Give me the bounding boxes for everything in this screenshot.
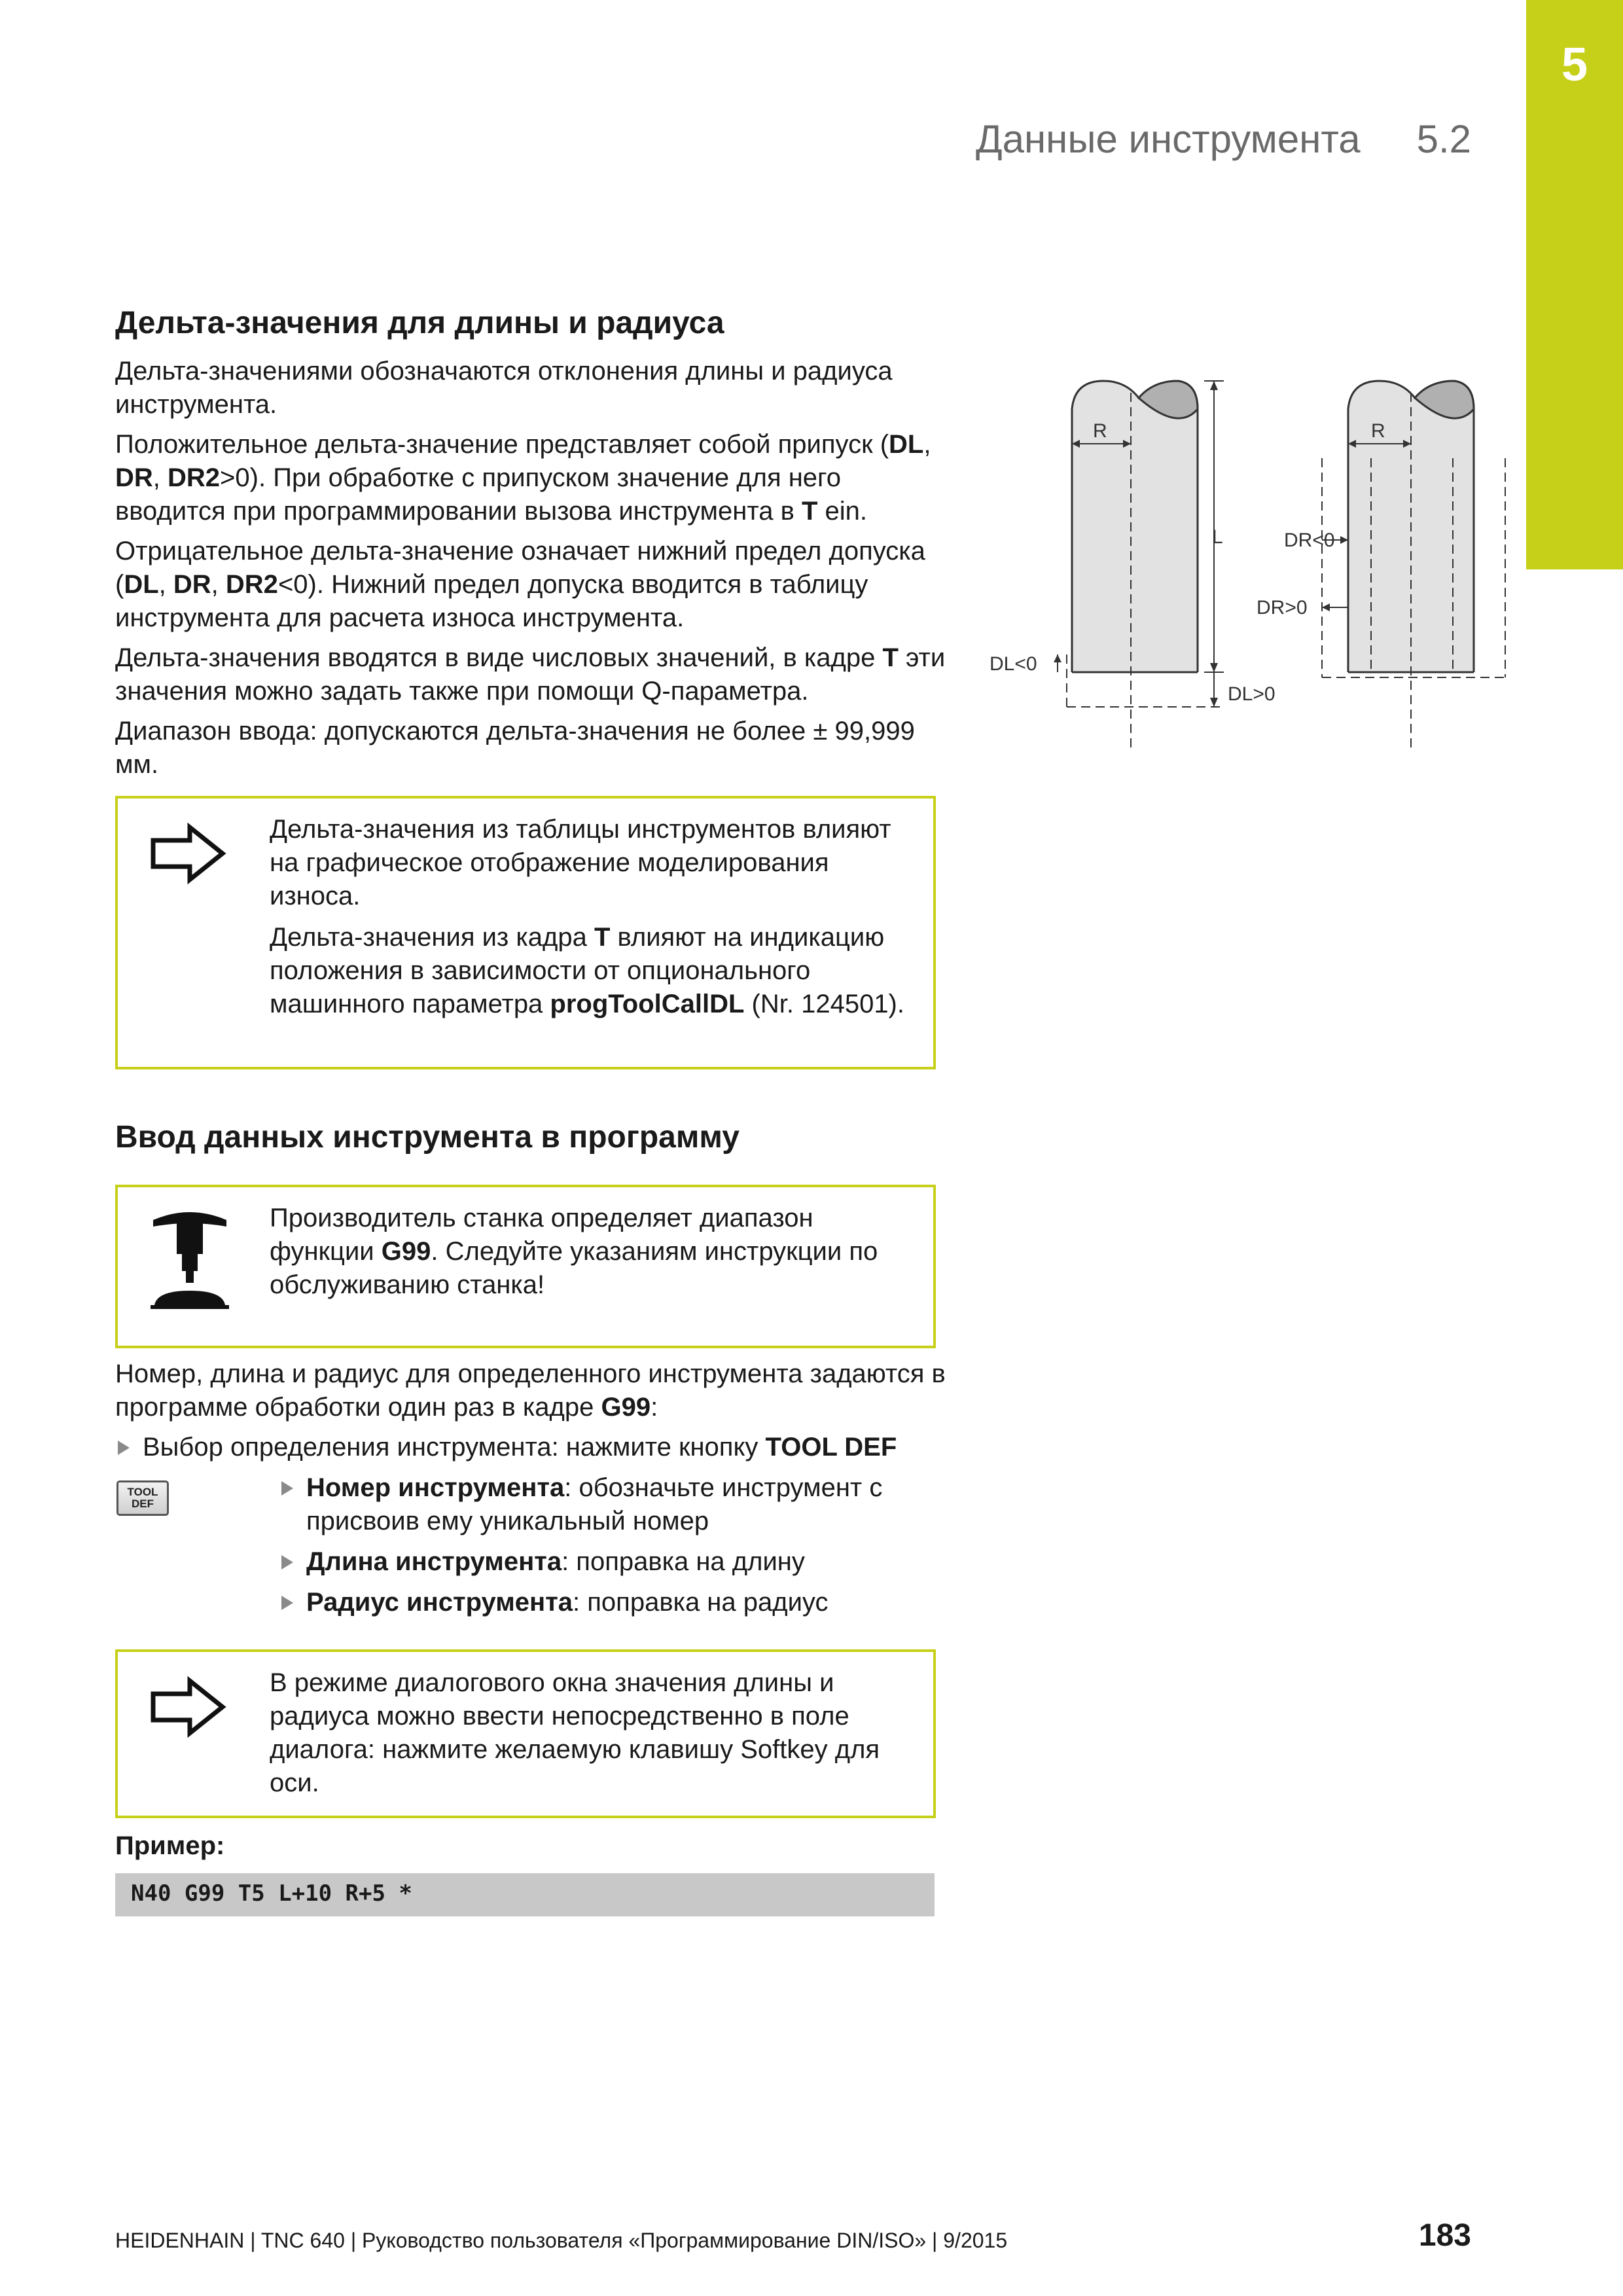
input-paragraph: Номер, длина и радиус для определенного инструмента задаются в программе обработки один раз в кадре G99: xyxy=(115,1359,946,1422)
tool-def-key[interactable]: TOOL DEF xyxy=(116,1480,169,1516)
delta-paragraph-2: Положительное дельта-значение представляет собой припуск (DL, DR, DR2>0). При обработке с припуском значение для него вводится при программировании вызова инструмента в T ein. xyxy=(115,430,931,526)
running-header-title: Данные инструмента xyxy=(976,117,1361,161)
note-delta-text xyxy=(270,813,918,1029)
example-label: Пример: xyxy=(115,1831,225,1860)
note-box-delta xyxy=(115,796,936,1069)
sub-step-tool-length: Длина инструмента: поправка на длину xyxy=(281,1545,805,1579)
delta-paragraph-1: Дельта-значениями обозначаются отклонения длины и радиуса инструмента. xyxy=(115,357,893,419)
figure-label-r-right: R xyxy=(1371,420,1385,442)
sub-step-tool-number-cont: присвоив ему уникальный номер xyxy=(306,1507,709,1535)
page-footer: HEIDENHAIN | TNC 640 | Руководство пользователя «Программирование DIN/ISO» | 9/2015 xyxy=(115,2229,1008,2252)
section-heading-delta: Дельта-значения для длины и радиуса xyxy=(115,306,724,340)
note-delta-line-2: Дельта-значения из кадра T влияют на индикацию положения в зависимости от опционального машинного параметра progToolCallDL (Nr. 124501). xyxy=(270,923,904,1018)
figure-label-dl-neg: DL<0 xyxy=(990,653,1037,675)
step-select-tool-def: Выбор определения инструмента: нажмите кнопку TOOL DEF xyxy=(118,1431,897,1464)
chapter-number: 5 xyxy=(1561,39,1588,91)
note-box-machine xyxy=(115,1185,936,1348)
figure-label-r-left: R xyxy=(1093,420,1107,442)
delta-paragraph-3: Отрицательное дельта-значение означает нижний предел допуска (DL, DR, DR2<0). Нижний предел допуска вводится в таблицу инструмента для расчета износа инструмента. xyxy=(115,537,925,632)
page-number: 183 xyxy=(1418,2218,1471,2253)
bullet-triangle-icon xyxy=(281,1596,293,1610)
machine-spindle-icon xyxy=(151,1207,229,1318)
running-header xyxy=(976,117,1471,162)
bullet-triangle-icon xyxy=(281,1481,293,1496)
figure-label-l: L xyxy=(1212,526,1223,548)
sub-step-tool-number: Номер инструмента: обозначьте инструмент с xyxy=(281,1471,882,1505)
bullet-triangle-icon xyxy=(118,1441,130,1455)
delta-paragraph-5: Диапазон ввода: допускаются дельта-значения не более ± 99,999 мм. xyxy=(115,717,915,779)
delta-paragraphs xyxy=(115,355,946,781)
delta-paragraph-4: Дельта-значения вводятся в виде числовых значений, в кадре T эти значения можно задать также при помощи Q-параметра. xyxy=(115,643,946,706)
running-header-section: 5.2 xyxy=(1416,117,1471,161)
sub-step-tool-radius: Радиус инструмента: поправка на радиус xyxy=(281,1586,828,1619)
figure-label-dr-neg: DR<0 xyxy=(1284,529,1335,551)
figure-label-dl-pos: DL>0 xyxy=(1228,683,1275,705)
note-machine-text: Производитель станка определяет диапазон функции G99. Следуйте указаниям инструкции по обслуживанию станка! xyxy=(270,1204,878,1299)
figure-label-dr-pos: DR>0 xyxy=(1257,597,1308,619)
arrow-right-icon xyxy=(148,822,229,885)
note-delta-line-1: Дельта-значения из таблицы инструментов влияют на графическое отображение моделирования износа. xyxy=(270,815,891,910)
bullet-triangle-icon xyxy=(281,1555,293,1570)
tool-delta-figure xyxy=(982,367,1518,759)
example-code: N40 G99 T5 L+10 R+5 * xyxy=(131,1880,412,1907)
section-heading-input: Ввод данных инструмента в программу xyxy=(115,1120,740,1155)
note-dialog-text: В режиме диалогового окна значения длины и радиуса можно ввести непосредственно в поле диалога: нажмите желаемую клавишу Softkey для оси. xyxy=(270,1668,880,1797)
note-box-dialog xyxy=(115,1649,936,1818)
arrow-right-icon xyxy=(148,1676,229,1738)
